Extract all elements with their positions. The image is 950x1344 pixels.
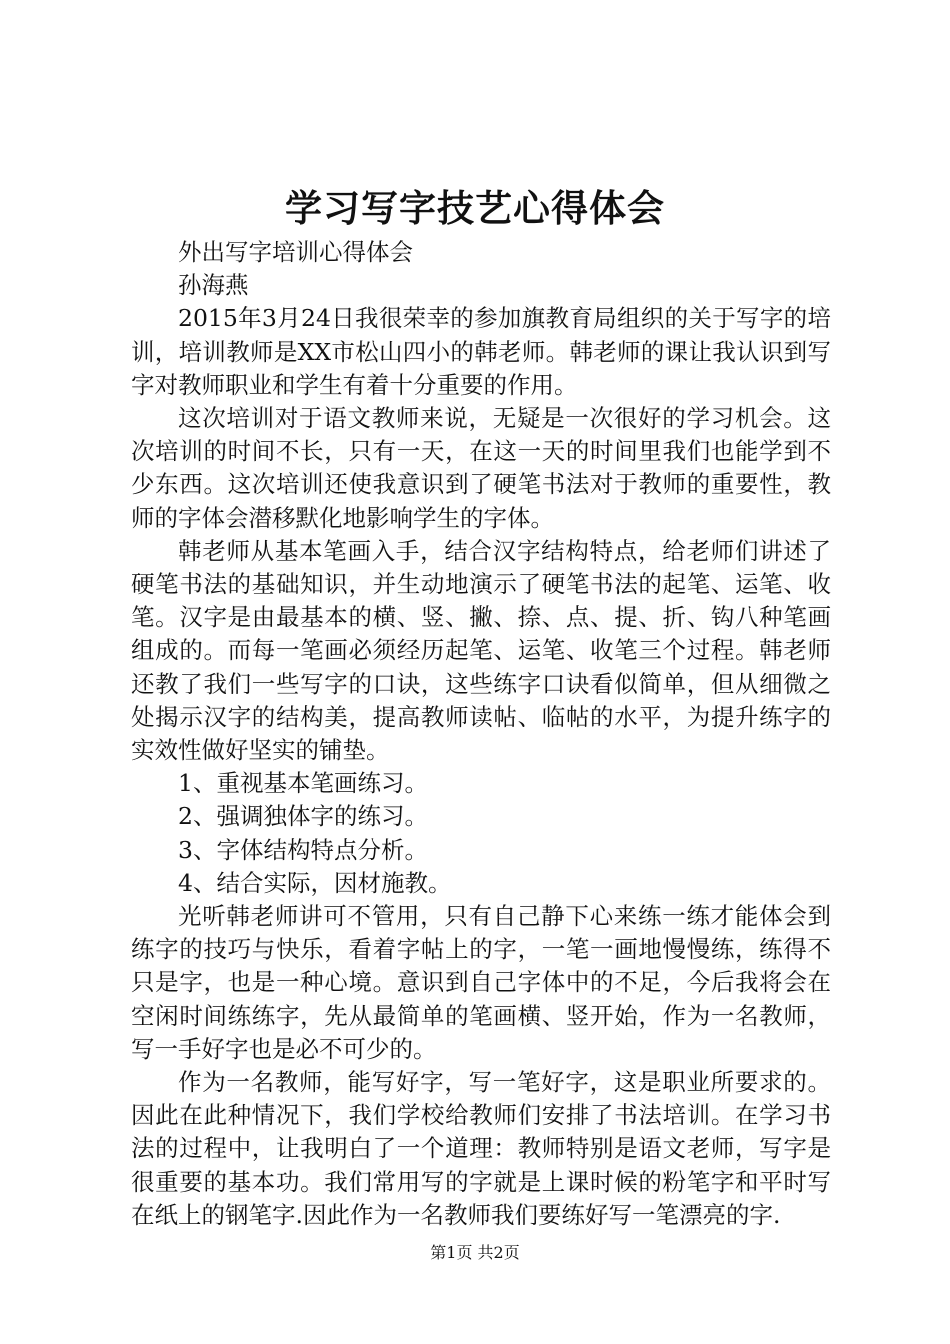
list-item: 1、重视基本笔画练习。 — [178, 769, 428, 798]
list-item: 3、字体结构特点分析。 — [178, 835, 428, 864]
document-title: 学习写字技艺心得体会 — [285, 186, 665, 230]
document-body — [131, 236, 831, 1232]
paragraph-opportunity: 这次培训对于语文教师来说，无疑是一次很好的学习机会。这次培训的时间不长，只有一天，在这一天的时间里我们也能学到不少东西。这次培训还使我意识到了硬笔书法对于教师的重要性，教师的字体会潜移默化地影响学生的字体。 — [131, 404, 831, 532]
page-number: 第1页 共2页 — [430, 1243, 520, 1262]
subtitle: 外出写字培训心得体会 — [178, 238, 413, 266]
paragraph-conclusion: 作为一名教师，能写好字，写一笔好字，这是职业所要求的。因此在此种情况下，我们学校给教师们安排了书法培训。在学习书法的过程中，让我明白了一个道理：教师特别是语文老师，写字是很重要的基本功。我们常用写的字就是上课时候的粉笔字和平时写在纸上的钢笔字.因此作为一名教师我们要练好写一笔漂亮的字. — [131, 1068, 831, 1229]
paragraph-practice: 光听韩老师讲可不管用，只有自己静下心来练一练才能体会到练字的技巧与快乐，看着字帖上的字，一笔一画地慢慢练，练得不只是字，也是一种心境。意识到自己字体中的不足，今后我将会在空闲时间练练字，先从最简单的笔画横、竖开始，作为一名教师，写一手好字也是必不可少的。 — [131, 902, 831, 1063]
author: 孙海燕 — [178, 271, 249, 300]
paragraph-intro: 2015年3月24日我很荣幸的参加旗教育局组织的关于写字的培训，培训教师是XX市松山四小的韩老师。韩老师的课让我认识到写字对教师职业和学生有着十分重要的作用。 — [131, 304, 831, 399]
list-item: 2、强调独体字的练习。 — [178, 802, 428, 831]
paragraph-method: 韩老师从基本笔画入手，结合汉字结构特点，给老师们讲述了硬笔书法的基础知识，并生动地演示了硬笔书法的起笔、运笔、收笔。汉字是由最基本的横、竖、撇、捺、点、提、折、钩八种笔画组成的。而每一笔画必须经历起笔、运笔、收笔三个过程。韩老师还教了我们一些写字的口诀，这些练字口诀看似简单，但从细微之处揭示汉字的结构美，提高教师读帖、临帖的水平，为提升练字的实效性做好坚实的铺垫。 — [131, 536, 831, 765]
list-item: 4、结合实际，因材施教。 — [178, 868, 452, 897]
